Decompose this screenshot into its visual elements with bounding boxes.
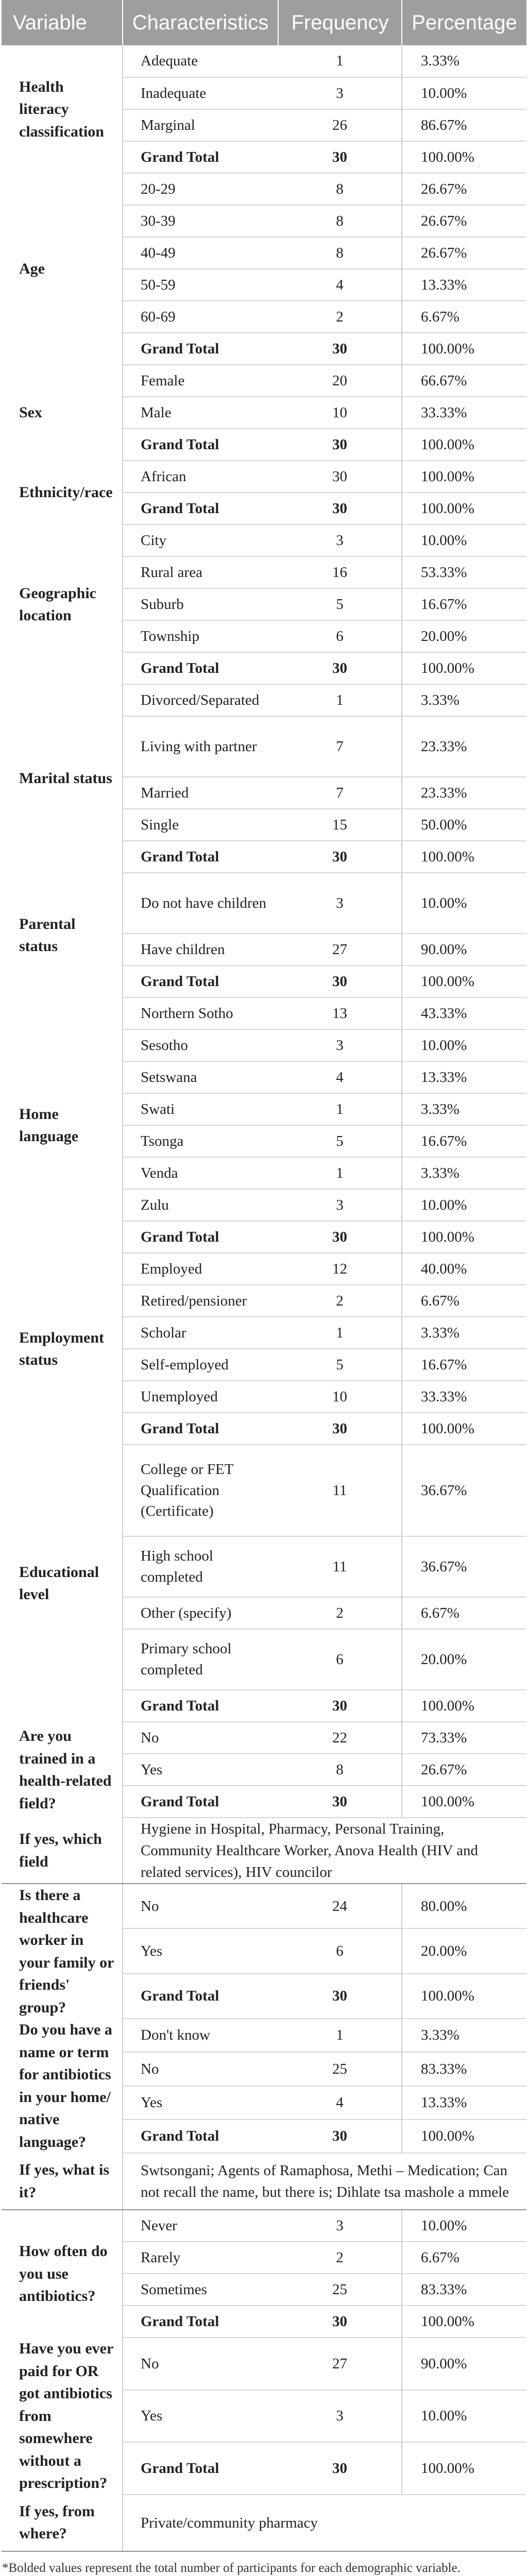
table-row [2, 2495, 526, 2551]
variable-cell: Geographic location [2, 524, 123, 684]
header-percentage: Percentage [402, 0, 526, 45]
frequency-cell: 16 [278, 556, 402, 588]
frequency-cell: 1 [278, 45, 402, 77]
percentage-cell: 73.33% [402, 1722, 526, 1754]
frequency-cell: 8 [278, 205, 402, 237]
characteristic-cell: Divorced/Separated [123, 684, 278, 716]
frequency-cell: 6 [278, 620, 402, 652]
characteristic-cell: Grand Total [123, 333, 278, 365]
frequency-cell: 30 [278, 141, 402, 173]
table-row [2, 873, 526, 934]
frequency-cell: 30 [278, 1786, 402, 1818]
percentage-cell: 100.00% [402, 333, 526, 365]
percentage-cell: 100.00% [402, 1221, 526, 1253]
characteristic-cell: Grand Total [123, 652, 278, 684]
frequency-cell: 2 [278, 1285, 402, 1317]
characteristic-cell: Northern Sotho [123, 997, 278, 1029]
table-row [2, 1445, 526, 1536]
characteristic-cell: Sesotho [123, 1029, 278, 1061]
variable-cell: Home language [2, 997, 123, 1253]
percentage-cell: 40.00% [402, 1253, 526, 1285]
characteristic-cell: Have children [123, 934, 278, 965]
characteristic-cell: Venda [123, 1157, 278, 1189]
percentage-cell: 36.67% [402, 1445, 526, 1536]
frequency-cell: 24 [278, 1884, 402, 1928]
percentage-cell: 3.33% [402, 1317, 526, 1349]
characteristic-cell: Zulu [123, 1189, 278, 1221]
free-text-cell: Hygiene in Hospital, Pharmacy, Personal Training, Community Healthcare Worker, Anova Health (HIV and related services), HIV councilor [123, 1818, 526, 1884]
table-row [2, 1253, 526, 1285]
free-text-cell: Private/community pharmacy [123, 2495, 526, 2551]
percentage-cell: 3.33% [402, 1093, 526, 1125]
frequency-cell: 4 [278, 1061, 402, 1093]
frequency-cell: 22 [278, 1722, 402, 1754]
characteristic-cell: City [123, 524, 278, 556]
percentage-cell: 36.67% [402, 1536, 526, 1597]
characteristic-cell: Never [123, 2210, 278, 2242]
table-row [2, 524, 526, 556]
variable-cell: Do you have a name or term for antibiotics in your home/ native language? [2, 2019, 123, 2153]
frequency-cell: 30 [278, 1974, 402, 2019]
characteristic-cell: Setswana [123, 1061, 278, 1093]
percentage-cell: 26.67% [402, 237, 526, 269]
percentage-cell: 6.67% [402, 2242, 526, 2274]
variable-cell: Marital status [2, 684, 123, 873]
frequency-cell: 10 [278, 397, 402, 429]
table-row [2, 1722, 526, 1754]
percentage-cell: 3.33% [402, 2019, 526, 2052]
characteristic-cell: Grand Total [123, 1413, 278, 1445]
characteristic-cell: Don't know [123, 2019, 278, 2052]
frequency-cell: 20 [278, 365, 402, 397]
percentage-cell: 13.33% [402, 2086, 526, 2120]
percentage-cell: 10.00% [402, 524, 526, 556]
table-row [2, 365, 526, 397]
characteristic-cell: Grand Total [123, 1690, 278, 1722]
frequency-cell: 11 [278, 1445, 402, 1536]
variable-cell: Have you ever paid for OR got antibiotics from somewhere without a prescription? [2, 2337, 123, 2495]
percentage-cell: 53.33% [402, 556, 526, 588]
characteristic-cell: Single [123, 809, 278, 841]
percentage-cell: 100.00% [402, 841, 526, 873]
percentage-cell: 100.00% [402, 1413, 526, 1445]
percentage-cell: 13.33% [402, 269, 526, 301]
table-body [2, 45, 526, 2551]
frequency-cell: 5 [278, 1349, 402, 1381]
frequency-cell: 27 [278, 2337, 402, 2390]
characteristic-cell: College or FET Qualification (Certificate) [123, 1445, 278, 1536]
table-row [2, 173, 526, 205]
frequency-cell: 2 [278, 2242, 402, 2274]
percentage-cell: 26.67% [402, 205, 526, 237]
table-row [2, 1884, 526, 1928]
table-row [2, 2019, 526, 2052]
percentage-cell: 100.00% [402, 1690, 526, 1722]
characteristic-cell: 20-29 [123, 173, 278, 205]
characteristic-cell: Inadequate [123, 77, 278, 109]
table-row [2, 997, 526, 1029]
percentage-cell: 100.00% [402, 2120, 526, 2153]
percentage-cell: 80.00% [402, 1884, 526, 1928]
characteristic-cell: Living with partner [123, 716, 278, 777]
percentage-cell: 90.00% [402, 934, 526, 965]
characteristic-cell: Sometimes [123, 2274, 278, 2306]
characteristic-cell: Do not have children [123, 873, 278, 934]
percentage-cell: 26.67% [402, 1754, 526, 1786]
frequency-cell: 1 [278, 1093, 402, 1125]
characteristic-cell: No [123, 2052, 278, 2086]
percentage-cell: 66.67% [402, 365, 526, 397]
characteristic-cell: Male [123, 397, 278, 429]
percentage-cell: 100.00% [402, 141, 526, 173]
frequency-cell: 15 [278, 809, 402, 841]
frequency-cell: 2 [278, 1597, 402, 1629]
characteristic-cell: Yes [123, 1754, 278, 1786]
frequency-cell: 30 [278, 1413, 402, 1445]
percentage-cell: 10.00% [402, 1029, 526, 1061]
frequency-cell: 30 [278, 965, 402, 997]
characteristic-cell: No [123, 1722, 278, 1754]
percentage-cell: 33.33% [402, 1381, 526, 1413]
frequency-cell: 25 [278, 2052, 402, 2086]
percentage-cell: 10.00% [402, 77, 526, 109]
header-variable: Variable [2, 0, 123, 45]
variable-cell: Educational level [2, 1445, 123, 1722]
characteristic-cell: Primary school completed [123, 1629, 278, 1690]
table-row [2, 2153, 526, 2210]
percentage-cell: 16.67% [402, 1125, 526, 1157]
characteristic-cell: 30-39 [123, 205, 278, 237]
frequency-cell: 12 [278, 1253, 402, 1285]
frequency-cell: 25 [278, 2274, 402, 2306]
frequency-cell: 3 [278, 873, 402, 934]
characteristic-cell: Employed [123, 1253, 278, 1285]
percentage-cell: 100.00% [402, 2306, 526, 2337]
frequency-cell: 30 [278, 461, 402, 493]
variable-cell: If yes, from where? [2, 2495, 123, 2551]
characteristic-cell: Scholar [123, 1317, 278, 1349]
characteristic-cell: Township [123, 620, 278, 652]
variable-cell: Health literacy classification [2, 45, 123, 173]
percentage-cell: 13.33% [402, 1061, 526, 1093]
characteristic-cell: Grand Total [123, 965, 278, 997]
frequency-cell: 5 [278, 1125, 402, 1157]
percentage-cell: 100.00% [402, 429, 526, 461]
table-row [2, 2210, 526, 2242]
frequency-cell: 3 [278, 2390, 402, 2443]
percentage-cell: 43.33% [402, 997, 526, 1029]
characteristic-cell: Yes [123, 2390, 278, 2443]
frequency-cell: 30 [278, 333, 402, 365]
characteristic-cell: Yes [123, 2086, 278, 2120]
table-row [2, 2337, 526, 2390]
characteristic-cell: 40-49 [123, 237, 278, 269]
frequency-cell: 30 [278, 429, 402, 461]
characteristic-cell: Grand Total [123, 2442, 278, 2495]
variable-cell: Age [2, 173, 123, 365]
percentage-cell: 100.00% [402, 1786, 526, 1818]
characteristic-cell: Grand Total [123, 429, 278, 461]
percentage-cell: 10.00% [402, 1189, 526, 1221]
percentage-cell: 100.00% [402, 493, 526, 524]
variable-cell: Is there a healthcare worker in your family or friends' group? [2, 1884, 123, 2019]
percentage-cell: 20.00% [402, 620, 526, 652]
variable-cell: Parental status [2, 873, 123, 997]
frequency-cell: 8 [278, 237, 402, 269]
percentage-cell: 3.33% [402, 684, 526, 716]
table-row [2, 461, 526, 493]
percentage-cell: 6.67% [402, 1597, 526, 1629]
frequency-cell: 7 [278, 716, 402, 777]
frequency-cell: 30 [278, 2120, 402, 2153]
frequency-cell: 4 [278, 2086, 402, 2120]
percentage-cell: 20.00% [402, 1629, 526, 1690]
percentage-cell: 10.00% [402, 2390, 526, 2443]
frequency-cell: 30 [278, 1221, 402, 1253]
characteristic-cell: Grand Total [123, 2306, 278, 2337]
frequency-cell: 13 [278, 997, 402, 1029]
frequency-cell: 3 [278, 524, 402, 556]
percentage-cell: 3.33% [402, 45, 526, 77]
percentage-cell: 10.00% [402, 2210, 526, 2242]
characteristic-cell: Grand Total [123, 1221, 278, 1253]
percentage-cell: 3.33% [402, 1157, 526, 1189]
percentage-cell: 100.00% [402, 965, 526, 997]
frequency-cell: 7 [278, 777, 402, 809]
frequency-cell: 30 [278, 652, 402, 684]
frequency-cell: 30 [278, 1690, 402, 1722]
characteristic-cell: Unemployed [123, 1381, 278, 1413]
percentage-cell: 33.33% [402, 397, 526, 429]
percentage-cell: 83.33% [402, 2274, 526, 2306]
percentage-cell: 90.00% [402, 2337, 526, 2390]
characteristic-cell: Adequate [123, 45, 278, 77]
percentage-cell: 100.00% [402, 2442, 526, 2495]
characteristic-cell: Swati [123, 1093, 278, 1125]
percentage-cell: 50.00% [402, 809, 526, 841]
table-row [2, 1818, 526, 1884]
frequency-cell: 6 [278, 1629, 402, 1690]
characteristic-cell: Other (specify) [123, 1597, 278, 1629]
frequency-cell: 4 [278, 269, 402, 301]
characteristic-cell: 50-59 [123, 269, 278, 301]
percentage-cell: 20.00% [402, 1928, 526, 1973]
variable-cell: Sex [2, 365, 123, 461]
header-frequency: Frequency [278, 0, 402, 45]
frequency-cell: 3 [278, 1189, 402, 1221]
characteristic-cell: Grand Total [123, 841, 278, 873]
free-text-cell: Swtsongani; Agents of Ramaphosa, Methi – Medication; Can not recall the name, but there is; Dihlate tsa mashole a mmele [123, 2153, 526, 2210]
table-row [2, 45, 526, 77]
frequency-cell: 30 [278, 2442, 402, 2495]
frequency-cell: 8 [278, 173, 402, 205]
frequency-cell: 5 [278, 588, 402, 620]
frequency-cell: 27 [278, 934, 402, 965]
table-footnote: *Bolded values represent the total number of participants for each demographic variable. [2, 2561, 461, 2575]
percentage-cell: 83.33% [402, 2052, 526, 2086]
frequency-cell: 30 [278, 2306, 402, 2337]
percentage-cell: 23.33% [402, 716, 526, 777]
percentage-cell: 100.00% [402, 461, 526, 493]
variable-cell: If yes, what is it? [2, 2153, 123, 2210]
variable-cell: If yes, which field [2, 1818, 123, 1884]
table-header [2, 0, 526, 45]
percentage-cell: 100.00% [402, 1974, 526, 2019]
percentage-cell: 10.00% [402, 873, 526, 934]
frequency-cell: 10 [278, 1381, 402, 1413]
frequency-cell: 1 [278, 684, 402, 716]
frequency-cell: 6 [278, 1928, 402, 1973]
frequency-cell: 1 [278, 1157, 402, 1189]
frequency-cell: 30 [278, 841, 402, 873]
characteristic-cell: High school completed [123, 1536, 278, 1597]
percentage-cell: 23.33% [402, 777, 526, 809]
frequency-cell: 26 [278, 109, 402, 141]
characteristic-cell: Married [123, 777, 278, 809]
characteristic-cell: African [123, 461, 278, 493]
frequency-cell: 3 [278, 1029, 402, 1061]
characteristic-cell: Suburb [123, 588, 278, 620]
variable-cell: Ethnicity/race [2, 461, 123, 524]
characteristic-cell: 60-69 [123, 301, 278, 333]
percentage-cell: 6.67% [402, 301, 526, 333]
frequency-cell: 1 [278, 2019, 402, 2052]
characteristic-cell: Grand Total [123, 2120, 278, 2153]
frequency-cell: 30 [278, 493, 402, 524]
characteristic-cell: Grand Total [123, 493, 278, 524]
variable-cell: Employment status [2, 1253, 123, 1445]
frequency-cell: 3 [278, 2210, 402, 2242]
frequency-cell: 11 [278, 1536, 402, 1597]
percentage-cell: 100.00% [402, 652, 526, 684]
characteristic-cell: Grand Total [123, 1974, 278, 2019]
percentage-cell: 86.67% [402, 109, 526, 141]
percentage-cell: 26.67% [402, 173, 526, 205]
percentage-cell: 16.67% [402, 1349, 526, 1381]
characteristic-cell: Female [123, 365, 278, 397]
frequency-cell: 3 [278, 77, 402, 109]
characteristic-cell: Rarely [123, 2242, 278, 2274]
demographics-table [2, 0, 526, 2552]
variable-cell: How often do you use antibiotics? [2, 2210, 123, 2337]
percentage-cell: 16.67% [402, 588, 526, 620]
characteristic-cell: Grand Total [123, 1786, 278, 1818]
header-characteristics: Characteristics [123, 0, 278, 45]
percentage-cell: 6.67% [402, 1285, 526, 1317]
characteristic-cell: Tsonga [123, 1125, 278, 1157]
characteristic-cell: Self-employed [123, 1349, 278, 1381]
characteristic-cell: Rural area [123, 556, 278, 588]
characteristic-cell: Grand Total [123, 141, 278, 173]
characteristic-cell: No [123, 1884, 278, 1928]
table-row [2, 684, 526, 716]
characteristic-cell: Marginal [123, 109, 278, 141]
characteristic-cell: No [123, 2337, 278, 2390]
characteristic-cell: Yes [123, 1928, 278, 1973]
frequency-cell: 2 [278, 301, 402, 333]
variable-cell: Are you trained in a health-related field? [2, 1722, 123, 1818]
frequency-cell: 1 [278, 1317, 402, 1349]
characteristic-cell: Retired/pensioner [123, 1285, 278, 1317]
frequency-cell: 8 [278, 1754, 402, 1786]
